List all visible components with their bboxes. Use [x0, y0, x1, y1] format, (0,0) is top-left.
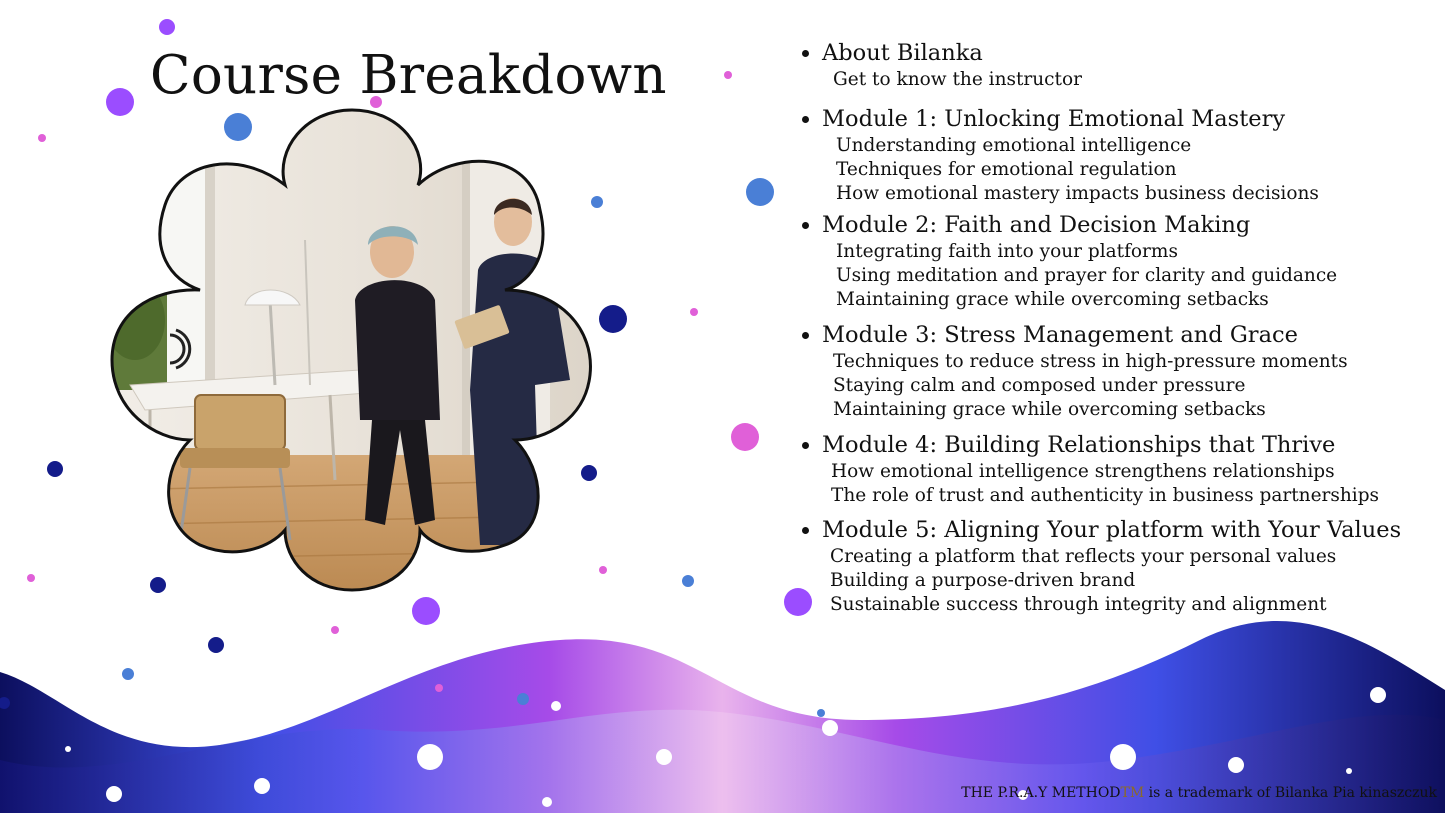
module-item: Staying calm and composed under pressure [833, 375, 1246, 396]
module-item: How emotional mastery impacts business decisions [836, 183, 1319, 204]
module-2 [800, 210, 1337, 312]
module-5 [800, 515, 1401, 617]
module-item: How emotional intelligence strengthens relationships [831, 461, 1335, 482]
footer-prefix: THE P.R.A.Y METHOD [961, 785, 1121, 801]
module-item: Sustainable success through integrity and alignment [830, 594, 1327, 615]
module-item: Maintaining grace while overcoming setbacks [833, 399, 1266, 420]
module-item: Integrating faith into your platforms [836, 241, 1178, 262]
module-item: Techniques to reduce stress in high-pressure moments [833, 351, 1348, 372]
module-about [800, 38, 1082, 92]
module-heading: Module 2: Faith and Decision Making [800, 210, 1337, 240]
module-item: Maintaining grace while overcoming setbacks [836, 289, 1269, 310]
people-meeting-photo [100, 100, 600, 605]
module-4 [800, 430, 1379, 508]
page-title: Course Breakdown [150, 45, 667, 106]
module-item: Get to know the instructor [833, 69, 1082, 90]
module-heading: Module 5: Aligning Your platform with Your Values [800, 515, 1401, 545]
module-item: Creating a platform that reflects your personal values [830, 546, 1337, 567]
module-1 [800, 104, 1319, 206]
module-heading: About Bilanka [800, 38, 1082, 68]
module-heading: Module 4: Building Relationships that Thrive [800, 430, 1379, 460]
trademark-symbol: TM [1120, 785, 1145, 801]
trademark-footer [961, 785, 1437, 801]
module-item: Techniques for emotional regulation [836, 159, 1177, 180]
module-item: Building a purpose-driven brand [830, 570, 1136, 591]
module-item: Understanding emotional intelligence [836, 135, 1192, 156]
module-item: The role of trust and authenticity in business partnerships [831, 485, 1380, 506]
footer-suffix: is a trademark of Bilanka Pia kinaszczuk [1144, 785, 1437, 801]
module-item: Using meditation and prayer for clarity and guidance [836, 265, 1338, 286]
module-heading: Module 1: Unlocking Emotional Mastery [800, 104, 1319, 134]
module-heading: Module 3: Stress Management and Grace [800, 320, 1348, 350]
module-3 [800, 320, 1348, 422]
